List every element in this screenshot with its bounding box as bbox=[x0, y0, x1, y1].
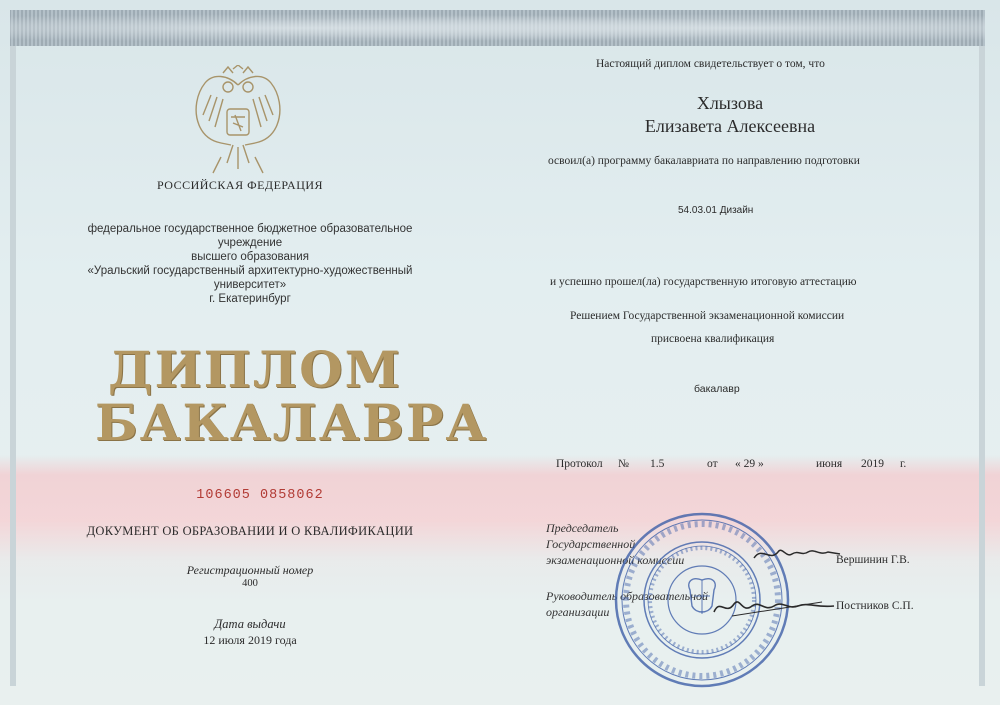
registration-number: 400 bbox=[242, 578, 258, 589]
serial-number: 106605 0858062 bbox=[196, 488, 324, 503]
protocol-from: от bbox=[707, 458, 718, 470]
registration-label: Регистрационный номер bbox=[186, 563, 314, 577]
institution-block bbox=[60, 222, 440, 306]
diploma-title-line2: БАКАЛАВРА bbox=[95, 393, 489, 452]
protocol-year: 2019 bbox=[861, 458, 884, 470]
graduate-surname: Хлызова bbox=[696, 93, 764, 113]
head-name: Постников С.П. bbox=[836, 600, 914, 612]
coat-of-arms-emblem bbox=[183, 65, 293, 180]
institution-line: федеральное государственное бюджетное образовательное учреждение bbox=[87, 223, 413, 249]
diploma-title-line1: ДИПЛОМ bbox=[107, 340, 403, 399]
qualification-value: бакалавр bbox=[694, 383, 740, 395]
institution-city: г. Екатеринбург bbox=[209, 293, 291, 305]
protocol-label: Протокол bbox=[556, 458, 603, 470]
protocol-year-suffix: г. bbox=[900, 458, 907, 470]
head-role-line: Руководитель образовательной bbox=[546, 589, 709, 603]
issue-date: 12 июля 2019 года bbox=[203, 633, 297, 647]
decorative-top-border bbox=[10, 10, 985, 46]
protocol-month: июня bbox=[816, 458, 843, 470]
chair-role-line: Государственной bbox=[546, 537, 636, 551]
mastered-program-text: освоил(а) программу бакалавриата по направлению подготовки bbox=[548, 155, 860, 167]
document-type: ДОКУМЕНТ ОБ ОБРАЗОВАНИИ И О КВАЛИФИКАЦИИ bbox=[86, 524, 414, 538]
protocol-day: « 29 » bbox=[735, 458, 764, 470]
head-signature bbox=[712, 592, 837, 620]
country-name: РОССИЙСКАЯ ФЕДЕРАЦИЯ bbox=[156, 178, 324, 192]
graduate-given-names: Елизавета Алексеевна bbox=[644, 116, 816, 136]
protocol-number: 1.5 bbox=[650, 458, 665, 470]
institution-line: высшего образования bbox=[191, 251, 309, 263]
program-code: 54.03.01 Дизайн bbox=[678, 205, 754, 216]
head-role-line: организации bbox=[546, 605, 610, 619]
chair-role-line: экзаменационной комиссии bbox=[546, 553, 685, 567]
qualification-assigned-text: присвоена квалификация bbox=[651, 333, 775, 345]
certifies-text: Настоящий диплом свидетельствует о том, что bbox=[596, 58, 825, 70]
chair-name: Вершинин Г.В. bbox=[836, 554, 910, 566]
issue-date-label: Дата выдачи bbox=[214, 617, 286, 631]
decorative-right-border bbox=[979, 46, 985, 686]
protocol-number-sign: № bbox=[618, 458, 629, 470]
commission-decision-text: Решением Государственной экзаменационной комиссии bbox=[570, 310, 845, 322]
decorative-left-border bbox=[10, 46, 16, 686]
passed-attestation-text: и успешно прошел(ла) государственную итоговую аттестацию bbox=[550, 276, 857, 288]
institution-line: «Уральский государственный архитектурно-художественный университет» bbox=[87, 265, 413, 291]
chair-signature bbox=[752, 540, 842, 566]
chair-role-line: Председатель bbox=[546, 521, 619, 535]
